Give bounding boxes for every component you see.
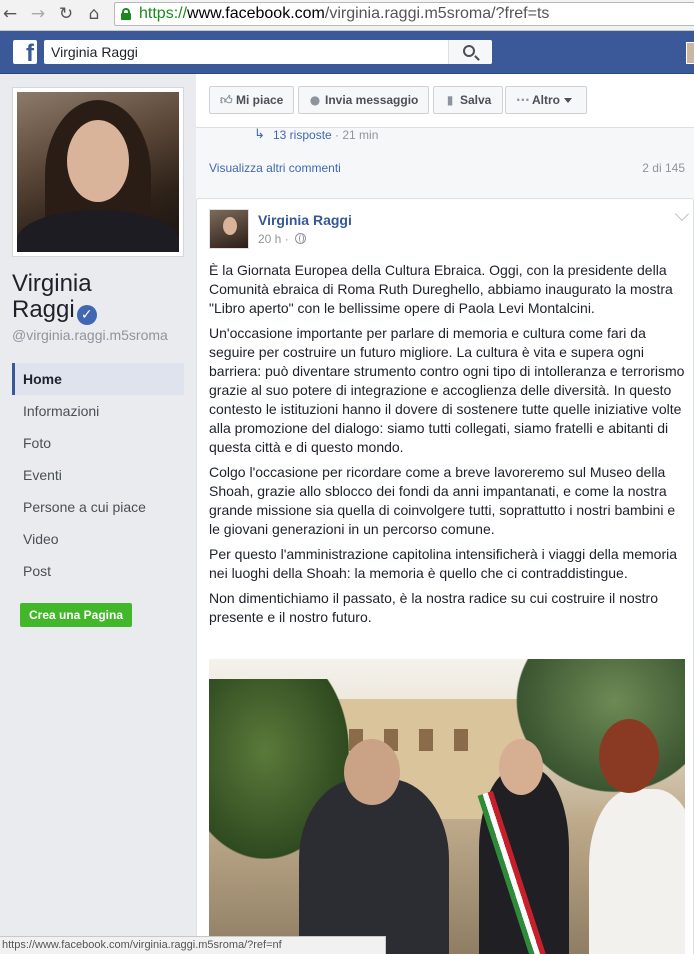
post-paragraph: Per questo l'amministrazione capitolina intensificherà i viaggi della memoria nei luoghi della Shoah: la memoria è quello che ci contraddistingue. bbox=[209, 546, 678, 581]
user-avatar[interactable] bbox=[686, 42, 694, 64]
facebook-header bbox=[0, 31, 694, 74]
more-label: Altro bbox=[532, 93, 560, 107]
profile-picture[interactable] bbox=[12, 87, 184, 257]
lock-icon bbox=[121, 8, 131, 20]
thumbs-up-icon: 👍︎ bbox=[220, 93, 233, 107]
create-page-button[interactable]: Crea una Pagina bbox=[20, 603, 132, 627]
back-arrow-icon[interactable]: ← bbox=[2, 4, 18, 24]
comment-count: 2 di 145 bbox=[642, 161, 685, 175]
post-paragraph: Un'occasione importante per parlare di memoria e cultura come fari da seguire per costruire un futuro migliore. La cultura è vita e supera ogni barriera: può diventare strumento contro ogni tipo di intolleranza e terrorismo grazie al suo potere di integrazione e accoglienza delle diversità. In questo contesto le istituzioni hanno il dovere di sostenere tutte quelle iniziative volte alla promozione del dialogo: siamo tutti collegati, siamo fratelli e abitanti di questa città e di questo mondo. bbox=[209, 325, 685, 455]
url-host: www.facebook.com bbox=[187, 5, 325, 22]
like-page-button[interactable] bbox=[209, 86, 294, 114]
page-title-line2: Raggi bbox=[12, 296, 75, 323]
nav-item-eventi[interactable]: Eventi bbox=[23, 467, 62, 483]
post-author-avatar[interactable] bbox=[209, 209, 249, 249]
search-value: Virginia Raggi bbox=[51, 44, 138, 60]
nav-item-post[interactable]: Post bbox=[23, 563, 52, 579]
post-card bbox=[196, 198, 694, 954]
url-scheme: https:// bbox=[139, 5, 188, 22]
page-title[interactable] bbox=[12, 271, 192, 325]
post-time: 20 h · bbox=[258, 232, 293, 246]
browser-status-bar: https://www.facebook.com/virginia.raggi.m5sroma/?ref=nf bbox=[0, 936, 386, 954]
replies-line bbox=[273, 128, 378, 142]
main-column bbox=[196, 74, 694, 954]
search-icon bbox=[463, 45, 475, 57]
nav-item-home[interactable]: Home bbox=[12, 363, 184, 395]
page-title-line1: Virginia bbox=[12, 270, 92, 297]
browser-toolbar bbox=[0, 0, 694, 31]
post-paragraph: Non dimentichiamo il passato, è la nostra radice su cui costruire il nostro presente e il nostro futuro. bbox=[209, 590, 658, 625]
post-paragraph: Colgo l'occasione per ricordare come a breve lavoreremo sul Museo della Shoah, grazie allo sblocco dei fondi da anni impantanati, e come la nostra grande missione sia quella di coinvolgere tutti, soprattutto i nostri bambini e le giovani generazioni in un percorso comune. bbox=[209, 464, 676, 537]
search-input[interactable] bbox=[44, 40, 492, 64]
home-icon[interactable]: ⌂ bbox=[88, 4, 100, 24]
post-author-name[interactable]: Virginia Raggi bbox=[258, 212, 352, 228]
page-nav bbox=[12, 363, 184, 587]
more-dots-icon: ··· bbox=[516, 93, 530, 107]
nav-item-informazioni[interactable]: Informazioni bbox=[23, 403, 100, 419]
facebook-logo-icon[interactable]: f bbox=[13, 40, 37, 64]
more-button[interactable] bbox=[505, 86, 587, 114]
page-action-bar bbox=[196, 74, 694, 128]
address-bar[interactable] bbox=[114, 2, 694, 26]
post-timestamp[interactable] bbox=[258, 232, 306, 246]
save-button[interactable] bbox=[433, 86, 503, 114]
post-photo[interactable] bbox=[209, 659, 685, 954]
send-message-button[interactable] bbox=[298, 86, 429, 114]
post-body bbox=[209, 261, 689, 633]
more-comments-link[interactable]: Visualizza altri commenti bbox=[209, 161, 341, 175]
like-label: Mi piace bbox=[236, 93, 284, 107]
nav-item-video[interactable]: Video bbox=[23, 531, 59, 547]
save-label: Salva bbox=[460, 93, 492, 107]
chevron-down-icon bbox=[564, 98, 572, 103]
forward-arrow-icon[interactable]: → bbox=[30, 4, 46, 24]
post-options-chevron-icon[interactable] bbox=[675, 207, 689, 221]
url-text bbox=[139, 5, 549, 23]
nav-item-foto[interactable]: Foto bbox=[23, 435, 52, 451]
reload-icon[interactable]: ↻ bbox=[58, 4, 74, 24]
page-username[interactable]: @virginia.raggi.m5sroma bbox=[12, 327, 168, 343]
replies-time: · 21 min bbox=[331, 128, 379, 142]
messenger-icon: ● bbox=[309, 93, 321, 107]
reply-arrow-icon: ↳ bbox=[254, 127, 265, 142]
bookmark-icon: ▮ bbox=[446, 93, 454, 107]
post-paragraph: È la Giornata Europea della Cultura Ebraica. Oggi, con la presidente della Comunità ebraica di Roma Ruth Dureghello, abbiamo inaugurato la mostra "Libro aperto" con le bellissime opere di Paola Levi Montalcini. bbox=[209, 262, 673, 316]
nav-item-persone[interactable]: Persone a cui piace bbox=[23, 499, 146, 515]
globe-icon bbox=[295, 233, 306, 244]
url-path: /virginia.raggi.m5sroma/?fref=ts bbox=[324, 5, 550, 22]
replies-link[interactable]: 13 risposte bbox=[273, 128, 332, 142]
verified-badge-icon: ✓ bbox=[77, 305, 97, 325]
message-label: Invia messaggio bbox=[325, 93, 419, 107]
search-button[interactable] bbox=[448, 40, 492, 64]
